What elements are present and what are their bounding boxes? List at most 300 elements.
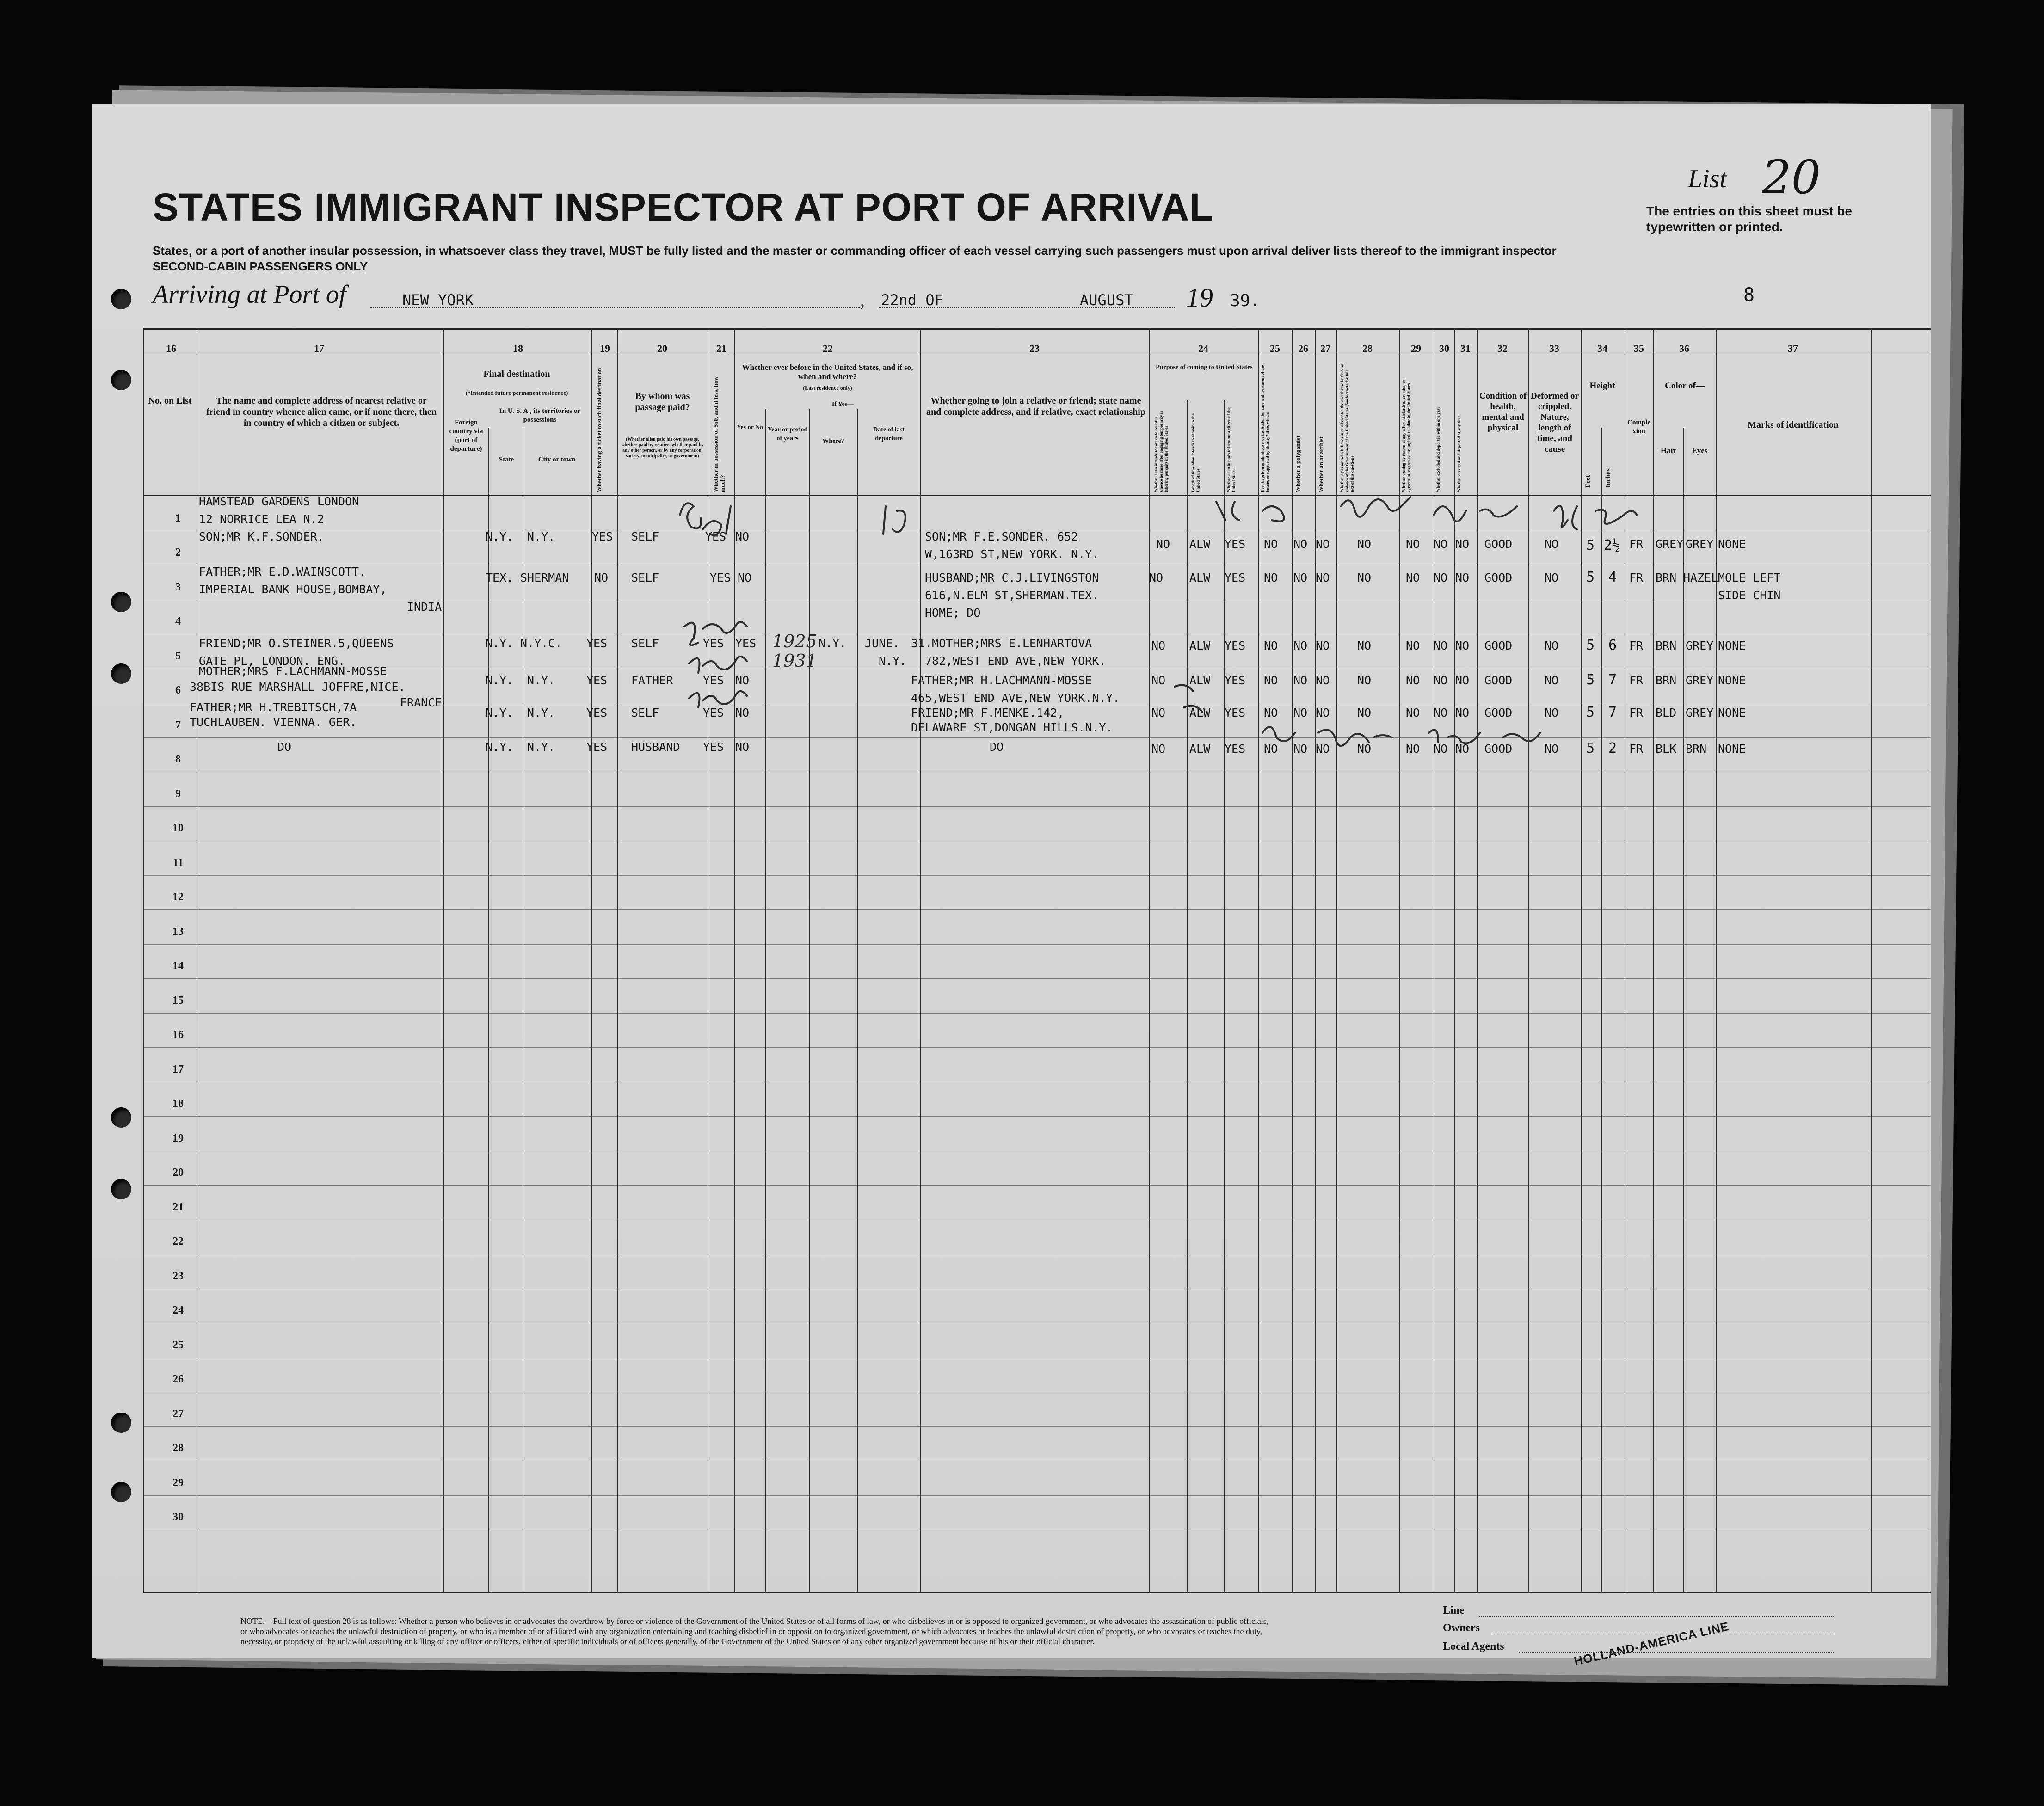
header-complexion: Complexion <box>1627 419 1650 435</box>
row5-before: NO <box>735 674 750 687</box>
row4-q29: NO <box>1406 639 1420 652</box>
row5-relative-line1: MOTHER;MRS F.LACHMANN-MOSSE <box>199 664 387 678</box>
header-in-usa: In U. S. A., its territories or possessions <box>499 407 580 424</box>
row5-state: N.Y. <box>486 674 514 687</box>
row1-q30: NO <box>1434 537 1448 551</box>
row7-deformed: NO <box>1545 742 1559 756</box>
row4-marks: NONE <box>1718 639 1746 652</box>
header-city: City or town <box>538 456 576 463</box>
row5-money: YES <box>703 674 724 687</box>
header-final-destination-note: (*Intended future permanent residence) <box>465 389 568 396</box>
row5-condition: GOOD <box>1484 674 1513 687</box>
row1-money: YES <box>705 530 726 543</box>
col-num-24: 24 <box>1198 343 1208 354</box>
row1-inches: 2½ <box>1604 537 1621 553</box>
row-number: 19 <box>172 1132 184 1144</box>
row4-deformed: NO <box>1545 639 1559 652</box>
row1-feet: 5 <box>1586 537 1595 553</box>
row4-join-line3: N.Y. <box>879 654 907 668</box>
row6-q27: NO <box>1316 706 1330 719</box>
row5-q25: NO <box>1264 674 1278 687</box>
row1-relative-line3: SON;MR K.F.SONDER. <box>199 530 324 543</box>
row5-join-line2: 465,WEST END AVE,NEW YORK.N.Y. <box>911 691 1120 705</box>
col-num-32: 32 <box>1497 343 1508 354</box>
footnote-question-28: NOTE.—Full text of question 28 is as follows: Whether a person who believes in or advocates the overthrow by force or violence of the Government of the United States or of all forms of law, or who disbelieves in or is opposed to organized government, or who advocates the assassination of public officials, or who advocates or teaches the unlawful destruction of property, or who is a member of or affiliated with any organization entertaining and teaching disbelief in or opposition to organized government, or which advocates or teaches the unlawful destruction of property, or who advocates or teaches the duty, necessity, or propriety of the unlawful assaulting or killing of any officer or officers, either of specific individuals or of officers generally, of the Government of the United States or of any other organized government because of his or their official character. <box>240 1616 1269 1646</box>
row2-join-line1: HUSBAND;MR C.J.LIVINGSTON <box>925 571 1099 584</box>
row1-state: N.Y. <box>486 530 514 543</box>
row-number: 3 <box>175 581 181 593</box>
row2-q29: NO <box>1406 571 1420 584</box>
entries-note: The entries on this sheet must be typewritten or printed. <box>1646 204 1852 234</box>
header-where: Where? <box>822 438 844 445</box>
row6-length: ALW <box>1189 706 1211 719</box>
row5-join-line1: FATHER;MR H.LACHMANN-MOSSE <box>911 674 1092 687</box>
row2-relative-line2: IMPERIAL BANK HOUSE,BOMBAY, <box>199 583 387 596</box>
row1-q25: NO <box>1264 537 1278 551</box>
header-color-of: Color of— <box>1665 381 1705 391</box>
row1-q26: NO <box>1293 537 1308 551</box>
arrival-day: 22nd OF <box>881 291 943 309</box>
manifest-page <box>92 104 1931 1669</box>
row2-q25: NO <box>1264 571 1278 584</box>
row6-money: YES <box>703 706 724 719</box>
local-agents-field <box>1519 1652 1834 1653</box>
col-num-36: 36 <box>1679 343 1689 354</box>
row4-hair: BRN <box>1656 639 1677 652</box>
row6-relative-line2: TUCHLAUBEN. VIENNA. GER. <box>190 715 357 729</box>
row6-q28: NO <box>1357 706 1372 719</box>
row7-q30: NO <box>1434 742 1448 756</box>
line-label: Line <box>1443 1604 1465 1616</box>
agent-stamp: HOLLAND-AMERICA LINE <box>1572 1619 1730 1669</box>
header-money: Whether in possession of $50, and if less, how much? <box>712 376 726 492</box>
row4-year-line2: 1931 <box>772 651 817 671</box>
header-purpose: Purpose of coming to United States <box>1156 364 1253 371</box>
row-number: 11 <box>172 856 184 869</box>
row7-hair: BLK <box>1656 742 1677 756</box>
header-hair: Hair <box>1661 446 1676 455</box>
row5-eyes: GREY <box>1686 674 1714 687</box>
row1-join-line1: SON;MR F.E.SONDER. 652 <box>925 530 1078 543</box>
row4-before: YES <box>735 637 757 650</box>
col-num-28: 28 <box>1362 343 1373 354</box>
row7-state: N.Y. <box>486 740 514 754</box>
header-arrested: Whether arrested and deported at any time <box>1457 415 1461 492</box>
header-date-departure: Date of last departure <box>873 426 905 442</box>
row-number: 15 <box>172 994 184 1007</box>
col-num-18: 18 <box>513 343 523 354</box>
header-purpose-length: Length of time alien intends to remain in the United States <box>1191 413 1201 492</box>
row7-condition: GOOD <box>1484 742 1513 756</box>
row-number: 27 <box>172 1407 184 1420</box>
row-number: 12 <box>172 891 184 903</box>
row-number: 23 <box>172 1270 184 1282</box>
row2-eyes: HAZEL <box>1683 571 1718 584</box>
row6-ticket: YES <box>586 706 608 719</box>
row2-hair: BRN <box>1656 571 1677 584</box>
row-number: 30 <box>172 1511 184 1523</box>
header-relative-abroad: The name and complete address of nearest relative or friend in country whence alien came, or if none there, then in country of which a citizen or subject. <box>206 396 437 428</box>
row4-money: YES <box>703 637 724 650</box>
row5-citizen: YES <box>1225 674 1246 687</box>
row7-return: NO <box>1151 742 1166 756</box>
row1-q31: NO <box>1455 537 1470 551</box>
header-before-in-us: Whether ever before in the United States, and if so, when and where? <box>742 363 913 381</box>
col-num-35: 35 <box>1634 343 1644 354</box>
header-year-period: Year or period of years <box>767 426 808 442</box>
row4-eyes: GREY <box>1686 639 1714 652</box>
handwritten-check-mark <box>1175 685 1202 712</box>
row4-q26: NO <box>1293 639 1308 652</box>
header-eyes: Eyes <box>1692 446 1708 455</box>
instructions-line-2: SECOND-CABIN PASSENGERS ONLY <box>153 259 368 273</box>
row4-join-line2: 782,WEST END AVE,NEW YORK. <box>925 654 1106 668</box>
row1-condition: GOOD <box>1484 537 1513 551</box>
row5-q28: NO <box>1357 674 1372 687</box>
header-condition: Condition of health, mental and physical <box>1479 391 1527 433</box>
row1-q27: NO <box>1316 537 1330 551</box>
row7-marks: NONE <box>1718 742 1746 756</box>
header-height: Height <box>1589 381 1615 391</box>
row7-money: YES <box>703 740 724 754</box>
header-purpose-citizen: Whether alien intends to become a citizen of the United States <box>1226 407 1236 492</box>
row1-join-line2: W,163RD ST,NEW YORK. N.Y. <box>925 547 1099 561</box>
row-number: 4 <box>175 615 181 627</box>
col-num-19: 19 <box>600 343 610 354</box>
row6-q31: NO <box>1455 706 1470 719</box>
row4-length: ALW <box>1189 639 1211 652</box>
row1-length: ALW <box>1189 537 1211 551</box>
col-num-26: 26 <box>1298 343 1308 354</box>
row1-return: NO <box>1156 537 1170 551</box>
owners-label: Owners <box>1443 1622 1480 1634</box>
row6-q26: NO <box>1293 706 1308 719</box>
comma-separator: , <box>860 289 865 310</box>
header-ticket: Whether having a ticket to such final destination <box>596 368 603 492</box>
row5-q29: NO <box>1406 674 1420 687</box>
row2-deformed: NO <box>1545 571 1559 584</box>
col-num-21: 21 <box>716 343 726 354</box>
header-excluded: Whether excluded and deported within one year <box>1436 406 1441 492</box>
row4-relative-line1: FRIEND;MR O.STEINER.5,QUEENS <box>199 637 394 650</box>
row7-citizen: YES <box>1225 742 1246 756</box>
col-num-30: 30 <box>1439 343 1449 354</box>
row2-marks-line1: MOLE LEFT <box>1718 571 1781 584</box>
row5-deformed: NO <box>1545 674 1559 687</box>
row5-relative-line3: FRANCE <box>400 696 442 709</box>
row4-condition: GOOD <box>1484 639 1513 652</box>
row7-join: DO <box>990 740 1004 754</box>
header-state: State <box>499 456 514 463</box>
row6-join-line1: FRIEND;MR F.MENKE.142, <box>911 706 1065 719</box>
row1-relative-line2: 12 NORRICE LEA N.2 <box>199 512 324 526</box>
row-number: 20 <box>172 1167 184 1179</box>
row4-feet: 5 <box>1586 637 1595 653</box>
row7-relative: DO <box>277 740 292 754</box>
handwritten-annotations <box>92 104 1931 1658</box>
row5-q26: NO <box>1293 674 1308 687</box>
row4-inches: 6 <box>1608 637 1617 653</box>
row2-relative-line1: FATHER;MR E.D.WAINSCOTT. <box>199 565 366 578</box>
row2-paid: SELF <box>631 571 659 584</box>
row5-relative-line2: 38BIS RUE MARSHALL JOFFRE,NICE. <box>190 680 406 694</box>
row4-ticket: YES <box>586 637 608 650</box>
row4-city: N.Y.C. <box>520 637 562 650</box>
row2-inches: 4 <box>1608 569 1617 585</box>
row7-ticket: YES <box>586 740 608 754</box>
row5-q27: NO <box>1316 674 1330 687</box>
row1-q29: NO <box>1406 537 1420 551</box>
row4-q30: NO <box>1434 639 1448 652</box>
row2-citizen: YES <box>1225 571 1246 584</box>
list-label: List <box>1688 165 1727 193</box>
header-anarchist: Whether an anarchist <box>1318 436 1324 492</box>
row-number: 24 <box>172 1304 184 1316</box>
row6-relative-line1: FATHER;MR H.TREBITSCH,7A <box>190 700 357 714</box>
row4-q27: NO <box>1316 639 1330 652</box>
row5-hair: BRN <box>1656 674 1677 687</box>
row5-inches: 7 <box>1608 672 1617 688</box>
handwritten-check-mark <box>1216 502 1284 522</box>
row2-q28: NO <box>1357 571 1372 584</box>
row2-ticket: NO <box>594 571 609 584</box>
row5-q30: NO <box>1434 674 1448 687</box>
row2-q27: NO <box>1316 571 1330 584</box>
row2-city: SHERMAN <box>520 571 569 584</box>
row4-departure: JUNE. <box>865 637 900 650</box>
col-num-22: 22 <box>823 343 833 354</box>
handwritten-fee-mark <box>684 622 747 645</box>
row-number: 14 <box>172 960 184 972</box>
row1-complexion: FR <box>1629 537 1644 551</box>
row7-feet: 5 <box>1586 740 1595 756</box>
header-passage-paid: By whom was passage paid? <box>635 391 690 412</box>
header-purpose-return: Whether alien intends to return to country whence he came after engaging temporarily in laboring pursuits in the United States <box>1154 410 1169 492</box>
row1-marks: NONE <box>1718 537 1746 551</box>
row4-q31: NO <box>1455 639 1470 652</box>
col-num-25: 25 <box>1270 343 1280 354</box>
handwritten-check-mark <box>1429 730 1540 743</box>
header-labor-offer: Whether coming by reason of any offer, solicitation, promise, or agreement, expressed or implied, to labor in the United States <box>1401 380 1411 492</box>
row2-complexion: FR <box>1629 571 1644 584</box>
header-final-destination: Final destination <box>483 369 550 379</box>
row5-city: N.Y. <box>527 674 555 687</box>
row4-citizen: YES <box>1225 639 1246 652</box>
row7-city: N.Y. <box>527 740 555 754</box>
handwritten-fee-mark <box>680 503 701 528</box>
row4-relative-line2: GATE PL, LONDON. ENG. <box>199 654 345 668</box>
local-agents-label: Local Agents <box>1443 1640 1504 1652</box>
row1-hair: GREY <box>1656 537 1684 551</box>
row-number: 28 <box>172 1442 184 1454</box>
row2-length: ALW <box>1189 571 1211 584</box>
handwritten-fee-mark <box>689 691 747 707</box>
handwritten-check-mark <box>1434 506 1517 522</box>
row5-feet: 5 <box>1586 672 1595 688</box>
row6-join-line2: DELAWARE ST,DONGAN HILLS.N.Y. <box>911 721 1113 734</box>
row6-complexion: FR <box>1629 706 1644 719</box>
row7-before: NO <box>735 740 750 754</box>
row7-q28: NO <box>1357 742 1372 756</box>
row-number: 17 <box>172 1063 184 1075</box>
row-number: 2 <box>175 547 181 559</box>
row-number: 29 <box>172 1476 184 1489</box>
header-passage-note: (Whether alien paid his own passage, whether paid by relative, whether paid by any other person, or by any corporation, society, municipality, or government) <box>621 437 704 459</box>
row-number: 13 <box>172 925 184 938</box>
row-number: 18 <box>172 1098 184 1110</box>
handwritten-check-mark <box>1262 727 1392 746</box>
col-num-29: 29 <box>1411 343 1421 354</box>
row-number: 9 <box>175 787 181 800</box>
row5-paid: FATHER <box>631 674 673 687</box>
header-before-note: (Last residence only) <box>803 385 852 391</box>
row2-relative-line3: INDIA <box>407 600 442 614</box>
row4-complexion: FR <box>1629 639 1644 652</box>
row1-deformed: NO <box>1545 537 1559 551</box>
row6-inches: 7 <box>1608 704 1617 720</box>
list-number-handwritten: 20 <box>1762 150 1821 204</box>
header-yes-no: Yes or No <box>736 424 763 431</box>
row7-q31: NO <box>1455 742 1470 756</box>
sheet-mark: 8 <box>1743 284 1755 306</box>
header-prison: Ever in prison or almshouse, or institution for care and treatment of the insane, or supported by charity? If so, which? <box>1260 365 1270 492</box>
row7-complexion: FR <box>1629 742 1644 756</box>
arrival-year: 39. <box>1230 291 1261 310</box>
row2-q31: NO <box>1455 571 1470 584</box>
row6-before: NO <box>735 706 750 719</box>
row1-eyes: GREY <box>1686 537 1714 551</box>
row2-join-line2: 616,N.ELM ST,SHERMAN.TEX. <box>925 589 1099 602</box>
col-num-27: 27 <box>1320 343 1330 354</box>
col-num-20: 20 <box>657 343 667 354</box>
row-number: 7 <box>175 719 181 731</box>
row4-return: NO <box>1151 639 1166 652</box>
row-number: 10 <box>172 822 184 834</box>
row2-join-line3: HOME; DO <box>925 606 981 620</box>
row-number: 26 <box>172 1373 184 1385</box>
row6-q30: NO <box>1434 706 1448 719</box>
header-joining: Whether going to join a relative or friend; state name and complete address, and if relative, exact relationship <box>926 396 1145 417</box>
year-prefix: 19 <box>1186 283 1213 313</box>
row-number: 6 <box>175 684 181 696</box>
row6-paid: SELF <box>631 706 659 719</box>
row1-city: N.Y. <box>527 530 555 543</box>
row7-length: ALW <box>1189 742 1211 756</box>
row2-return: NO <box>1149 571 1164 584</box>
header-overthrow: Whether a person who believes in or advocates the overthrow by force or violence of the Government of the United States (See footnote for full text of this question) <box>1340 363 1354 492</box>
col-num-37: 37 <box>1788 343 1798 354</box>
row4-q25: NO <box>1264 639 1278 652</box>
row5-return: NO <box>1151 674 1166 687</box>
header-feet: Feet <box>1584 475 1592 488</box>
row4-join-line1: 31.MOTHER;MRS E.LENHARTOVA <box>911 637 1092 650</box>
header-polygamist: Whether a polygamist <box>1294 436 1301 492</box>
row1-before: NO <box>735 530 750 543</box>
handwritten-fee-mark <box>689 657 747 673</box>
row6-return: NO <box>1151 706 1166 719</box>
row7-inches: 2 <box>1608 740 1617 756</box>
row2-q30: NO <box>1434 571 1448 584</box>
header-if-yes: If Yes— <box>831 401 854 408</box>
row6-q25: NO <box>1264 706 1278 719</box>
header-deformed: Deformed or crippled. Nature, length of time, and cause <box>1531 391 1579 454</box>
row-number: 21 <box>172 1201 184 1213</box>
row5-marks: NONE <box>1718 674 1746 687</box>
row-number: 1 <box>175 512 181 524</box>
row6-city: N.Y. <box>527 706 555 719</box>
row4-year-line1: 1925 <box>772 631 817 651</box>
header-marks: Marks of identification <box>1748 420 1839 430</box>
row5-complexion: FR <box>1629 674 1644 687</box>
row2-state: TEX. <box>486 571 514 584</box>
col-num-17: 17 <box>314 343 324 354</box>
row6-state: N.Y. <box>486 706 514 719</box>
row-number: 16 <box>172 1029 184 1041</box>
handwritten-fee-mark <box>883 506 905 534</box>
row-number: 22 <box>172 1235 184 1247</box>
col-num-16: 16 <box>166 343 176 354</box>
row7-paid: HUSBAND <box>631 740 680 754</box>
row2-q26: NO <box>1293 571 1308 584</box>
col-num-34: 34 <box>1597 343 1607 354</box>
row6-citizen: YES <box>1225 706 1246 719</box>
row7-q27: NO <box>1316 742 1330 756</box>
handwritten-fee-mark <box>703 506 731 535</box>
row7-eyes: BRN <box>1686 742 1707 756</box>
handwritten-check-mark <box>1554 506 1637 529</box>
row6-deformed: NO <box>1545 706 1559 719</box>
row7-q25: NO <box>1264 742 1278 756</box>
header-inches: Inches <box>1605 468 1612 488</box>
row1-paid: SELF <box>631 530 659 543</box>
row7-q26: NO <box>1293 742 1308 756</box>
row1-relative-line1: HAMSTEAD GARDENS LONDON <box>199 495 359 508</box>
handwritten-check-mark <box>1341 497 1410 517</box>
row5-ticket: YES <box>586 674 608 687</box>
row6-marks: NONE <box>1718 706 1746 719</box>
row6-eyes: GREY <box>1686 706 1714 719</box>
col-num-23: 23 <box>1029 343 1040 354</box>
row4-state: N.Y. <box>486 637 514 650</box>
row2-feet: 5 <box>1586 569 1595 585</box>
header-foreign-country: Foreign country via (port of departure) <box>449 419 483 453</box>
row2-money: YES <box>710 571 731 584</box>
row6-feet: 5 <box>1586 704 1595 720</box>
row2-before: NO <box>738 571 752 584</box>
row2-marks-line2: SIDE CHIN <box>1718 589 1781 602</box>
row5-q31: NO <box>1455 674 1470 687</box>
header-no-on-list: No. on List <box>148 396 192 406</box>
col-num-33: 33 <box>1549 343 1559 354</box>
arriving-label: Arriving at Port of <box>153 280 346 309</box>
row4-q28: NO <box>1357 639 1372 652</box>
row7-q29: NO <box>1406 742 1420 756</box>
row1-q28: NO <box>1357 537 1372 551</box>
row-number: 25 <box>172 1339 184 1351</box>
row-number: 8 <box>175 753 181 765</box>
line-field <box>1478 1616 1834 1617</box>
arrival-month: AUGUST <box>1080 291 1133 309</box>
col-num-31: 31 <box>1460 343 1471 354</box>
row4-where: N.Y. <box>819 637 847 650</box>
row5-length: ALW <box>1189 674 1211 687</box>
row6-condition: GOOD <box>1484 706 1513 719</box>
row2-condition: GOOD <box>1484 571 1513 584</box>
instructions-line-1: States, or a port of another insular possession, in whatsoever class they travel, MUST be fully listed and the master or commanding officer of each vessel carrying such passengers must upon arrival deliver lists thereof to the immigrant inspector <box>153 244 1557 258</box>
row-number: 5 <box>175 650 181 662</box>
row6-hair: BLD <box>1656 706 1677 719</box>
row6-q29: NO <box>1406 706 1420 719</box>
